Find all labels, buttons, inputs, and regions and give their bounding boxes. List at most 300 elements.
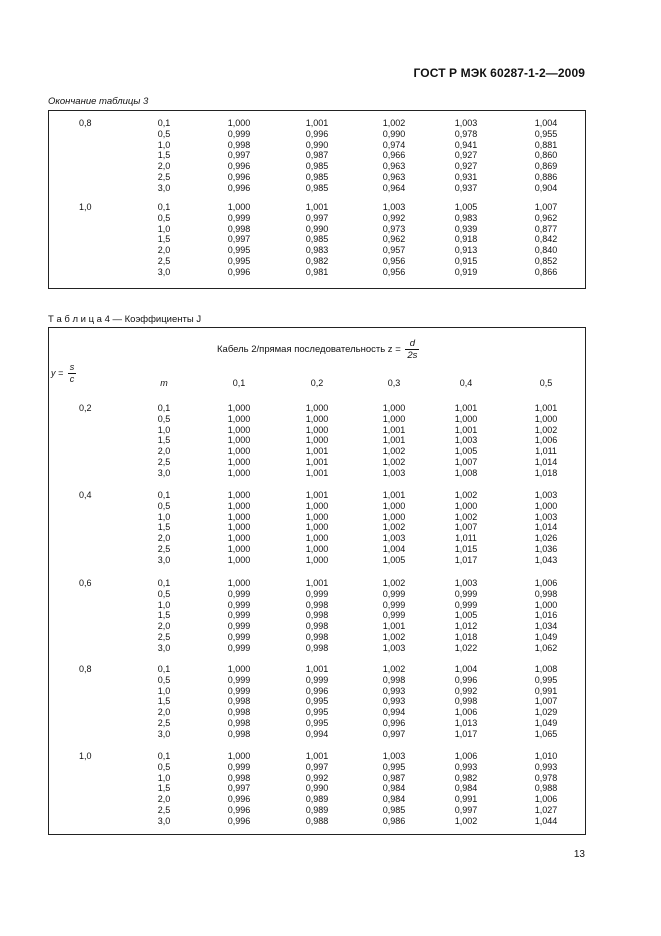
- value-column: [441, 202, 491, 278]
- table-cell: 0,998: [227, 139, 251, 150]
- y-label: y =: [51, 367, 64, 378]
- m-value: 0,1: [157, 202, 171, 212]
- table-cell: 1,000: [227, 578, 251, 588]
- table-cell: 0,991: [534, 685, 558, 696]
- table-cell: 1,000: [227, 118, 251, 128]
- group-y-value: [79, 578, 139, 589]
- table-cell: 1,005: [382, 554, 406, 565]
- table-cell: 0,993: [534, 761, 558, 772]
- table-cell: 0,992: [382, 212, 406, 223]
- table-cell: 0,998: [227, 223, 251, 234]
- table-cell: 0,840: [534, 245, 558, 256]
- table-cell: 1,002: [382, 446, 406, 457]
- table-cell: 1,000: [305, 543, 329, 554]
- table-cell: 0,997: [227, 783, 251, 794]
- table-cell: 1,001: [305, 751, 329, 761]
- table-cell: 1,000: [534, 500, 558, 511]
- table-cell: 0,997: [454, 804, 478, 815]
- table-cell: 1,000: [305, 413, 329, 424]
- cable-label: Кабель 2/прямая последовательность z =: [217, 344, 401, 356]
- table-cell: 1,011: [535, 446, 557, 457]
- m-value: 2,5: [157, 456, 171, 467]
- table-cell: 0,997: [305, 212, 329, 223]
- table-cell: 1,000: [227, 424, 251, 435]
- table-cell: 1,000: [227, 500, 251, 511]
- table-cell: 1,005: [454, 610, 478, 621]
- table-cell: 1,000: [227, 435, 251, 446]
- table-cell: 1,000: [227, 751, 251, 761]
- table-cell: 1,002: [534, 424, 558, 435]
- value-column: [441, 118, 491, 194]
- table-cell: 1,002: [382, 664, 406, 674]
- z-heading-3: 0,3: [387, 378, 401, 388]
- table-cell: 0,999: [305, 588, 329, 599]
- m-value: 3,0: [157, 182, 171, 193]
- table-cell: 1,000: [227, 446, 251, 457]
- table-cell: 1,000: [227, 202, 251, 212]
- table-cell: 1,006: [454, 707, 478, 718]
- table-cell: 0,999: [454, 599, 478, 610]
- m-value: 2,5: [157, 255, 171, 266]
- table-cell: 0,984: [382, 794, 406, 805]
- table-cell: 0,956: [382, 255, 406, 266]
- table-cell: 1,002: [454, 815, 478, 826]
- table-cell: 1,002: [382, 578, 406, 588]
- table-cell: 1,006: [534, 435, 558, 446]
- table-cell: 0,995: [382, 761, 406, 772]
- m-value: 3,0: [157, 467, 171, 478]
- document-header: ГОСТ Р МЭК 60287-1-2—2009: [413, 66, 585, 80]
- table-cell: 0,999: [454, 588, 478, 599]
- table-cell: 0,937: [454, 182, 478, 193]
- table-cell: 1,027: [534, 804, 558, 815]
- table-cell: 1,062: [534, 642, 558, 653]
- table-cell: 1,002: [382, 118, 406, 128]
- table-cell: 0,996: [227, 794, 251, 805]
- m-value: 2,0: [157, 245, 171, 256]
- table-cell: 1,007: [454, 522, 478, 533]
- table-cell: 1,026: [534, 533, 558, 544]
- m-value: 0,1: [157, 578, 171, 588]
- table-cell: 1,000: [305, 435, 329, 446]
- table-cell: 0,999: [305, 674, 329, 685]
- table-cell: 1,002: [454, 490, 478, 500]
- y-heading: [51, 362, 76, 385]
- table-cell: 1,001: [305, 118, 329, 128]
- value-column: [441, 664, 491, 740]
- table-cell: 1,004: [534, 118, 558, 128]
- table-cell: 1,049: [534, 631, 558, 642]
- table-cell: 1,034: [534, 621, 558, 632]
- y-value: 1,0: [79, 202, 92, 212]
- m-value: 2,0: [157, 794, 171, 805]
- cable-fraction-num: d: [405, 338, 419, 350]
- table-cell: 1,000: [227, 467, 251, 478]
- table-cell: 1,001: [382, 490, 406, 500]
- m-value: 0,1: [157, 751, 171, 761]
- table-cell: 1,006: [534, 794, 558, 805]
- m-value: 2,0: [157, 161, 171, 172]
- m-value: 0,5: [157, 413, 171, 424]
- value-column: [369, 403, 419, 479]
- table-cell: 0,999: [382, 610, 406, 621]
- table-cell: 0,999: [227, 642, 251, 653]
- table-cell: 0,877: [534, 223, 558, 234]
- table-cell: 1,001: [305, 446, 329, 457]
- table-cell: 0,998: [305, 610, 329, 621]
- table-cell: 0,999: [227, 621, 251, 632]
- table-cell: 0,955: [534, 128, 558, 139]
- table-cell: 0,998: [227, 707, 251, 718]
- table-cell: 1,007: [534, 202, 558, 212]
- m-value: 0,1: [157, 490, 171, 500]
- table-cell: 1,000: [227, 456, 251, 467]
- m-value: 3,0: [157, 642, 171, 653]
- table-cell: 1,029: [534, 707, 558, 718]
- table-cell: 1,065: [534, 728, 558, 739]
- table-cell: 0,997: [227, 150, 251, 161]
- y-value: 1,0: [79, 751, 92, 761]
- table-cell: 0,996: [454, 674, 478, 685]
- table-cell: 1,000: [227, 664, 251, 674]
- m-value: 1,5: [157, 150, 171, 161]
- table-cell: 1,000: [454, 413, 478, 424]
- table-cell: 0,963: [382, 161, 406, 172]
- m-value: 1,5: [157, 783, 171, 794]
- value-column: [521, 664, 571, 740]
- m-value: 3,0: [157, 728, 171, 739]
- table-cell: 0,978: [454, 128, 478, 139]
- value-column: [441, 578, 491, 654]
- value-column: [214, 664, 264, 740]
- table-cell: 0,987: [305, 150, 329, 161]
- value-column: [214, 118, 264, 194]
- table-cell: 1,000: [227, 413, 251, 424]
- m-value: 1,5: [157, 522, 171, 533]
- group-y-value: [79, 664, 139, 675]
- table-cell: 0,927: [454, 161, 478, 172]
- table-cell: 0,999: [227, 212, 251, 223]
- table-cell: 1,005: [454, 202, 478, 212]
- m-value: 3,0: [157, 815, 171, 826]
- table-cell: 0,998: [305, 631, 329, 642]
- table-cell: 1,002: [382, 522, 406, 533]
- table-cell: 1,000: [382, 511, 406, 522]
- m-value: 1,0: [157, 223, 171, 234]
- table-cell: 0,996: [227, 182, 251, 193]
- table-cell: 1,000: [534, 413, 558, 424]
- value-column: [292, 403, 342, 479]
- m-value: 1,5: [157, 435, 171, 446]
- table-cell: 1,000: [227, 403, 251, 413]
- y-fraction-num: s: [69, 362, 75, 372]
- table-cell: 1,001: [305, 202, 329, 212]
- table4: [48, 327, 586, 835]
- y-value: 0,6: [79, 578, 92, 588]
- value-column: [521, 202, 571, 278]
- table-cell: 1,006: [454, 751, 478, 761]
- table-cell: 1,043: [534, 554, 558, 565]
- m-value: 1,0: [157, 685, 171, 696]
- value-column: [214, 751, 264, 827]
- value-column: [441, 751, 491, 827]
- table-cell: 1,017: [454, 728, 478, 739]
- table-cell: 1,003: [534, 490, 558, 500]
- table-cell: 0,984: [454, 783, 478, 794]
- table-cell: 0,913: [454, 245, 478, 256]
- table-cell: 1,003: [382, 751, 406, 761]
- table-cell: 0,985: [305, 182, 329, 193]
- m-value: 0,5: [157, 212, 171, 223]
- table-cell: 0,984: [382, 783, 406, 794]
- value-column: [214, 403, 264, 479]
- table-cell: 0,998: [305, 642, 329, 653]
- table-cell: 0,998: [305, 621, 329, 632]
- table-cell: 1,000: [305, 554, 329, 565]
- table-cell: 0,997: [305, 761, 329, 772]
- table-cell: 0,990: [305, 223, 329, 234]
- m-value: 0,5: [157, 674, 171, 685]
- value-column: [521, 751, 571, 827]
- m-column: [139, 403, 189, 479]
- table-cell: 0,974: [382, 139, 406, 150]
- y-value: 0,4: [79, 490, 92, 500]
- table-cell: 0,881: [534, 139, 558, 150]
- table-cell: 0,999: [227, 128, 251, 139]
- m-column: [139, 490, 189, 566]
- table3: [48, 110, 586, 289]
- table-cell: 1,015: [454, 543, 478, 554]
- table-cell: 1,044: [534, 815, 558, 826]
- group-y-value: [79, 202, 139, 213]
- table-cell: 0,986: [382, 815, 406, 826]
- table-cell: 0,995: [534, 674, 558, 685]
- value-column: [521, 118, 571, 194]
- m-value: 0,5: [157, 761, 171, 772]
- value-column: [292, 202, 342, 278]
- table-cell: 1,013: [454, 717, 478, 728]
- table-cell: 1,001: [305, 456, 329, 467]
- value-column: [292, 664, 342, 740]
- m-value: 1,0: [157, 139, 171, 150]
- m-column: [139, 664, 189, 740]
- table-cell: 0,962: [382, 234, 406, 245]
- table-cell: 1,003: [382, 642, 406, 653]
- table-cell: 0,995: [305, 707, 329, 718]
- m-value: 2,0: [157, 446, 171, 457]
- table-cell: 0,989: [305, 804, 329, 815]
- table-cell: 1,000: [227, 554, 251, 565]
- table-cell: 1,001: [382, 435, 406, 446]
- table-cell: 1,003: [382, 202, 406, 212]
- table-cell: 0,997: [382, 728, 406, 739]
- value-column: [369, 751, 419, 827]
- table-cell: 0,999: [382, 588, 406, 599]
- table-cell: 0,918: [454, 234, 478, 245]
- table-cell: 1,001: [454, 424, 478, 435]
- table-cell: 0,996: [227, 171, 251, 182]
- table-cell: 0,866: [534, 266, 558, 277]
- y-fraction-den: c: [69, 374, 75, 384]
- table3-caption: Окончание таблицы 3: [48, 96, 149, 107]
- m-value: 1,0: [157, 772, 171, 783]
- value-column: [369, 664, 419, 740]
- table-cell: 0,962: [534, 212, 558, 223]
- y-value: 0,8: [79, 664, 92, 674]
- table-cell: 0,983: [305, 245, 329, 256]
- z-heading-1: 0,1: [232, 378, 246, 388]
- table-cell: 0,982: [305, 255, 329, 266]
- table-cell: 0,998: [227, 717, 251, 728]
- m-value: 2,5: [157, 543, 171, 554]
- table-cell: 0,995: [305, 717, 329, 728]
- table-cell: 0,990: [305, 139, 329, 150]
- table-cell: 0,999: [227, 631, 251, 642]
- table-cell: 1,006: [534, 578, 558, 588]
- value-column: [292, 490, 342, 566]
- cable-fraction-den: 2s: [407, 350, 418, 361]
- table-cell: 1,000: [382, 413, 406, 424]
- table-cell: 1,000: [305, 500, 329, 511]
- table-cell: 1,017: [454, 554, 478, 565]
- m-column: [139, 118, 189, 194]
- m-value: 1,5: [157, 610, 171, 621]
- table-cell: 1,001: [305, 578, 329, 588]
- table-cell: 1,008: [454, 467, 478, 478]
- value-column: [369, 118, 419, 194]
- m-value: 2,5: [157, 631, 171, 642]
- value-column: [369, 490, 419, 566]
- table-cell: 0,999: [227, 599, 251, 610]
- table-cell: 0,988: [534, 783, 558, 794]
- m-column: [139, 202, 189, 278]
- table-cell: 1,003: [382, 533, 406, 544]
- table-cell: 1,003: [534, 511, 558, 522]
- table-cell: 0,941: [454, 139, 478, 150]
- table-cell: 1,000: [305, 522, 329, 533]
- table-cell: 1,003: [454, 435, 478, 446]
- table4-cable-heading: [217, 338, 419, 361]
- table-cell: 0,919: [454, 266, 478, 277]
- table-cell: 0,990: [305, 783, 329, 794]
- table-cell: 1,000: [227, 543, 251, 554]
- table-cell: 0,956: [382, 266, 406, 277]
- table-cell: 0,985: [305, 171, 329, 182]
- table-cell: 0,978: [534, 772, 558, 783]
- table-cell: 0,982: [454, 772, 478, 783]
- table-cell: 1,000: [227, 511, 251, 522]
- table-cell: 0,992: [305, 772, 329, 783]
- table-cell: 1,010: [534, 751, 558, 761]
- table-cell: 1,016: [534, 610, 558, 621]
- m-value: 0,1: [157, 403, 171, 413]
- m-heading: m: [160, 378, 168, 388]
- table-cell: 1,000: [227, 522, 251, 533]
- table-cell: 0,927: [454, 150, 478, 161]
- y-value: 0,2: [79, 403, 92, 413]
- table-cell: 0,983: [454, 212, 478, 223]
- table-cell: 0,842: [534, 234, 558, 245]
- group-y-value: [79, 118, 139, 129]
- table-cell: 1,001: [382, 424, 406, 435]
- table-cell: 1,001: [454, 403, 478, 413]
- value-column: [292, 578, 342, 654]
- table-cell: 0,985: [305, 161, 329, 172]
- table-cell: 0,996: [227, 815, 251, 826]
- table4-caption: Т а б л и ц а 4 — Коэффициенты J: [48, 314, 202, 325]
- table-cell: 1,007: [534, 696, 558, 707]
- table-cell: 0,981: [305, 266, 329, 277]
- table-cell: 0,999: [227, 674, 251, 685]
- table-cell: 0,973: [382, 223, 406, 234]
- table-cell: 0,995: [305, 696, 329, 707]
- table-cell: 1,004: [382, 543, 406, 554]
- table-cell: 0,996: [305, 128, 329, 139]
- table-cell: 1,018: [454, 631, 478, 642]
- table-cell: 1,002: [382, 456, 406, 467]
- table-cell: 0,994: [382, 707, 406, 718]
- table-cell: 1,012: [454, 621, 478, 632]
- m-value: 2,5: [157, 171, 171, 182]
- value-column: [441, 490, 491, 566]
- table-cell: 0,999: [382, 599, 406, 610]
- group-y-value: [79, 403, 139, 414]
- table-cell: 1,000: [382, 500, 406, 511]
- m-value: 3,0: [157, 554, 171, 565]
- table-cell: 0,869: [534, 161, 558, 172]
- m-value: 3,0: [157, 266, 171, 277]
- table-cell: 1,000: [305, 424, 329, 435]
- table-cell: 0,996: [305, 685, 329, 696]
- table-cell: 1,000: [454, 500, 478, 511]
- table-cell: 0,998: [227, 728, 251, 739]
- table-cell: 0,993: [454, 761, 478, 772]
- table-cell: 0,985: [382, 804, 406, 815]
- value-column: [292, 751, 342, 827]
- m-value: 0,5: [157, 588, 171, 599]
- table-cell: 0,999: [227, 610, 251, 621]
- table-cell: 1,002: [382, 631, 406, 642]
- table-cell: 0,996: [382, 717, 406, 728]
- table-cell: 0,987: [382, 772, 406, 783]
- value-column: [214, 202, 264, 278]
- table-cell: 0,998: [382, 674, 406, 685]
- table-cell: 0,997: [227, 234, 251, 245]
- table-cell: 1,000: [227, 533, 251, 544]
- table-cell: 0,991: [454, 794, 478, 805]
- table-cell: 0,931: [454, 171, 478, 182]
- table-cell: 1,011: [455, 533, 477, 544]
- page-number: 13: [573, 849, 585, 860]
- value-column: [521, 403, 571, 479]
- value-column: [521, 490, 571, 566]
- table-cell: 1,000: [382, 403, 406, 413]
- m-value: 1,5: [157, 234, 171, 245]
- y-fraction: [68, 362, 77, 385]
- table-cell: 1,000: [227, 490, 251, 500]
- m-value: 0,5: [157, 500, 171, 511]
- value-column: [441, 403, 491, 479]
- table-cell: 0,999: [227, 685, 251, 696]
- table-cell: 0,985: [305, 234, 329, 245]
- table-cell: 0,995: [227, 255, 251, 266]
- table-cell: 0,990: [382, 128, 406, 139]
- table-cell: 0,993: [382, 685, 406, 696]
- table-cell: 0,886: [534, 171, 558, 182]
- table-cell: 0,966: [382, 150, 406, 161]
- table-cell: 1,004: [454, 664, 478, 674]
- table-cell: 0,860: [534, 150, 558, 161]
